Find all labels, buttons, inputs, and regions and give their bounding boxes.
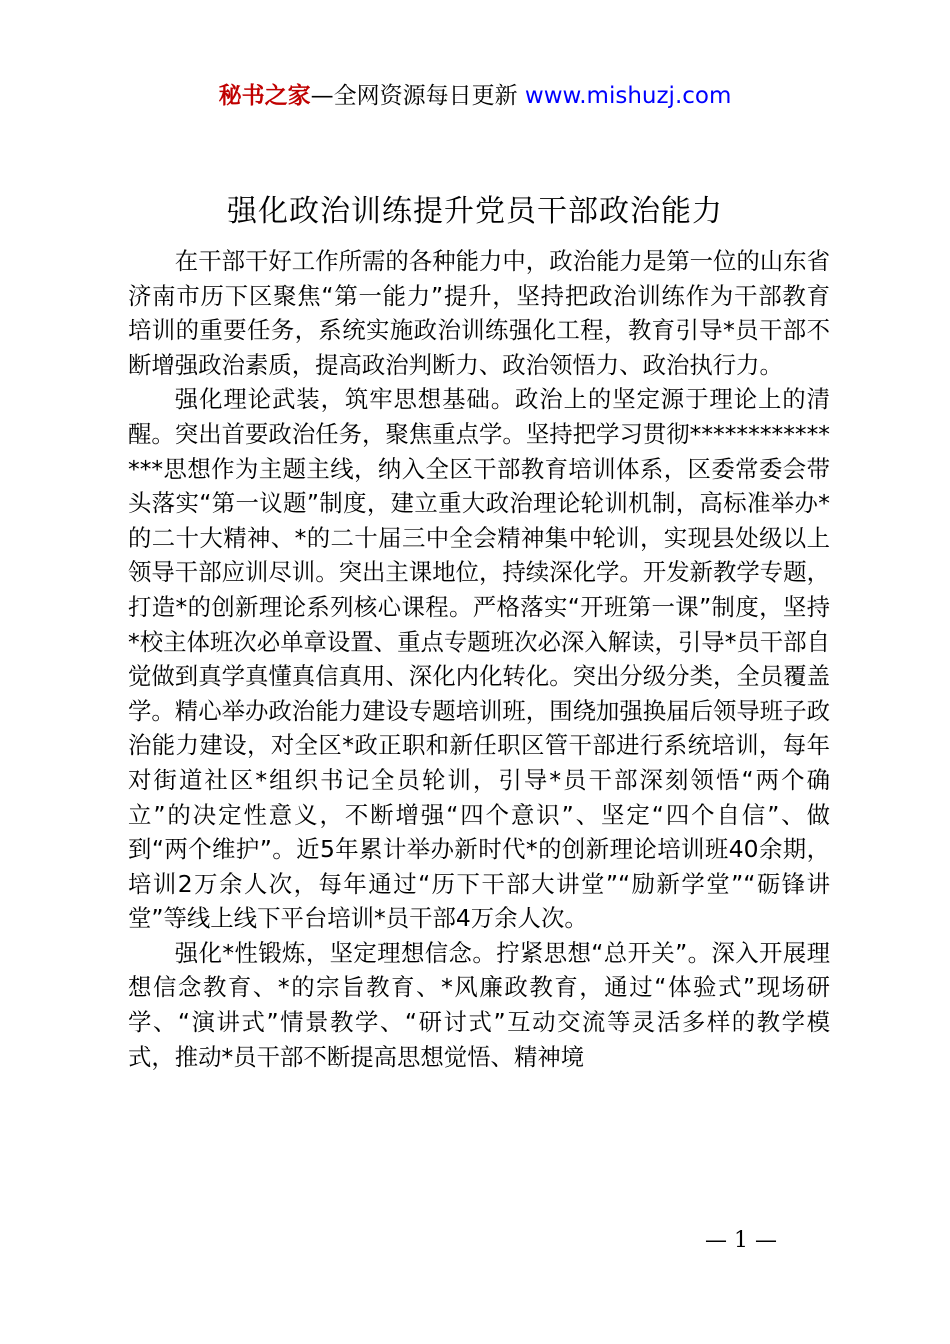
site-url-link[interactable]: www.mishuzj.com bbox=[524, 83, 732, 109]
document-body bbox=[128, 244, 830, 1074]
site-banner bbox=[0, 80, 950, 112]
paragraph-party-spirit: 强化*性锻炼，坚定理想信念。拧紧思想“总开关”。深入开展理想信念教育、*的宗旨教育、*风廉政教育，通过“体验式”现场研学、“演讲式”情景教学、“研讨式”互动交流等灵活多样的教学模式，推动*员干部不断提高思想觉悟、精神境 bbox=[128, 938, 830, 1071]
paragraph-intro: 在干部干好工作所需的各种能力中，政治能力是第一位的山东省济南市历下区聚焦“第一能力”提升，坚持把政治训练作为干部教育培训的重要任务，系统实施政治训练强化工程，教育引导*员干部不断增强政治素质，提高政治判断力、政治领悟力、政治执行力。 bbox=[128, 247, 830, 379]
site-slogan: —全网资源每日更新 bbox=[310, 83, 525, 109]
document-title: 强化政治训练提升党员干部政治能力 bbox=[227, 194, 723, 229]
paragraph-theory: 强化理论武装，筑牢思想基础。政治上的坚定源于理论上的清醒。突出首要政治任务，聚焦重点学。坚持把学习贯彻***************思想作为主题主线，纳入全区干部教育培训体系，区委常委会带头落实“第一议题”制度，建立重大政治理论轮训机制，高标准举办*的二十大精神、*的二十届三中全会精神集中轮训，实现县处级以上领导干部应训尽训。突出主课地位，持续深化学。开发新教学专题，打造*的创新理论系列核心课程。严格落实“开班第一课”制度，坚持*校主体班次必单章设置、重点专题班次必深入解读，引导*员干部自觉做到真学真懂真信真用、深化内化转化。突出分级分类，全员覆盖学。精心举办政治能力建设专题培训班，围绕加强换届后领导班子政治能力建设，对全区*政正职和新任职区管干部进行系统培训，每年对街道社区*组织书记全员轮训，引导*员干部深刻领悟“两个确立”的决定性意义，不断增强“四个意识”、坚定“四个自信”、做到“两个维护”。近5年累计举办新时代*的创新理论培训班40余期，培训2万余人次，每年通过“历下干部大讲堂”“励新学堂”“砺锋讲堂”等线上线下平台培训*员干部4万余人次。 bbox=[128, 385, 830, 933]
page-number: — 1 — bbox=[705, 1228, 777, 1253]
site-brand: 秘书之家 bbox=[218, 83, 311, 109]
